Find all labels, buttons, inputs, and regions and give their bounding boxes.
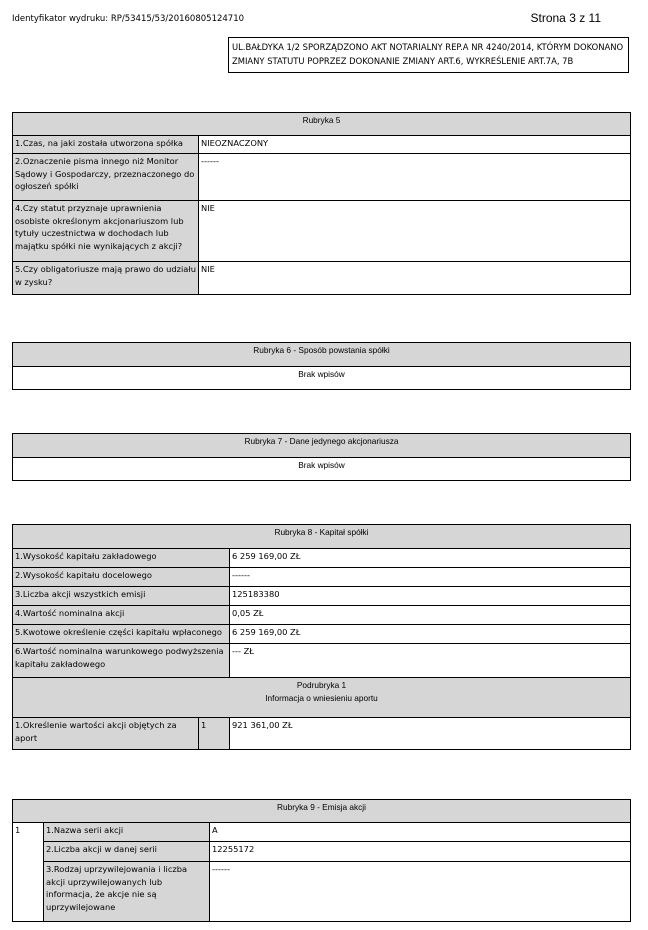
field-label: 4.Czy statut przyznaje uprawnienia osobiste określonym akcjonariuszom lub tytuły uczestnictwa w dochodach lub majątku spółki nie wynikających z akcji? <box>13 201 199 262</box>
subsection-subtitle: Informacja o wniesieniu aportu <box>265 692 378 703</box>
section-rubryka-9 <box>12 799 631 922</box>
field-value: 12255172 <box>210 842 631 862</box>
field-value: --- ZŁ <box>230 644 631 678</box>
field-value: 921 361,00 ZŁ <box>230 718 631 750</box>
field-label: 1.Nazwa serii akcji <box>44 823 210 842</box>
entry-index: 1 <box>13 823 44 922</box>
field-value: 125183380 <box>230 587 631 606</box>
field-label: 1.Czas, na jaki została utworzona spółka <box>13 136 199 154</box>
page-number: Strona 3 z 11 <box>530 11 601 25</box>
entry-index: 1 <box>199 718 230 750</box>
section-rubryka-8 <box>12 524 631 750</box>
section-title: Rubryka 6 - Sposób powstania spółki <box>13 343 631 367</box>
field-value: ------ <box>210 862 631 922</box>
no-entries: Brak wpisów <box>13 367 631 390</box>
field-label: 1.Określenie wartości akcji objętych za aport <box>13 718 199 750</box>
field-label: 2.Wysokość kapitału docelowego <box>13 568 230 587</box>
no-entries: Brak wpisów <box>13 458 631 481</box>
section-title: Rubryka 9 - Emisja akcji <box>13 800 631 823</box>
field-value: 6 259 169,00 ZŁ <box>230 625 631 644</box>
continuation-note: UL.BAŁDYKA 1/2 SPORZĄDZONO AKT NOTARIALNY REP.A NR 4240/2014, KTÓRYM DOKONANO ZMIANY STATUTU POPRZEZ DOKONANIE ZMIANY ART.6, WYKREŚLENIE ART.7A, 7B <box>228 37 629 73</box>
section-title: Rubryka 5 <box>13 113 631 136</box>
field-value: 6 259 169,00 ZŁ <box>230 549 631 568</box>
field-label: 6.Wartość nominalna warunkowego podwyższenia kapitału zakładowego <box>13 644 230 678</box>
field-value: ------ <box>230 568 631 587</box>
section-rubryka-5 <box>12 112 631 295</box>
print-identifier: Identyfikator wydruku: RP/53415/53/20160805124710 <box>12 14 245 24</box>
subsection-header <box>13 678 631 718</box>
field-label: 3.Liczba akcji wszystkich emisji <box>13 587 230 606</box>
field-value: NIEOZNACZONY <box>199 136 631 154</box>
field-label: 5.Czy obligatoriusze mają prawo do udziału w zysku? <box>13 262 199 295</box>
section-title: Rubryka 8 - Kapitał spółki <box>13 525 631 549</box>
section-rubryka-7 <box>12 433 631 481</box>
field-label: 1.Wysokość kapitału zakładowego <box>13 549 230 568</box>
field-value: A <box>210 823 631 842</box>
field-label: 4.Wartość nominalna akcji <box>13 606 230 625</box>
section-rubryka-6 <box>12 342 631 390</box>
field-label: 5.Kwotowe określenie części kapitału wpłaconego <box>13 625 230 644</box>
subsection-title: Podrubryka 1 <box>296 680 347 690</box>
field-value: ------ <box>199 154 631 201</box>
field-value: NIE <box>199 262 631 295</box>
field-label: 2.Liczba akcji w danej serii <box>44 842 210 862</box>
field-value: NIE <box>199 201 631 262</box>
field-value: 0,05 ZŁ <box>230 606 631 625</box>
field-label: 2.Oznaczenie pisma innego niż Monitor Sądowy i Gospodarczy, przeznaczonego do ogłoszeń spółki <box>13 154 199 201</box>
section-title: Rubryka 7 - Dane jedynego akcjonariusza <box>13 434 631 458</box>
field-label: 3.Rodzaj uprzywilejowania i liczba akcji uprzywilejowanych lub informacja, że akcje nie są uprzywilejowane <box>44 862 210 922</box>
